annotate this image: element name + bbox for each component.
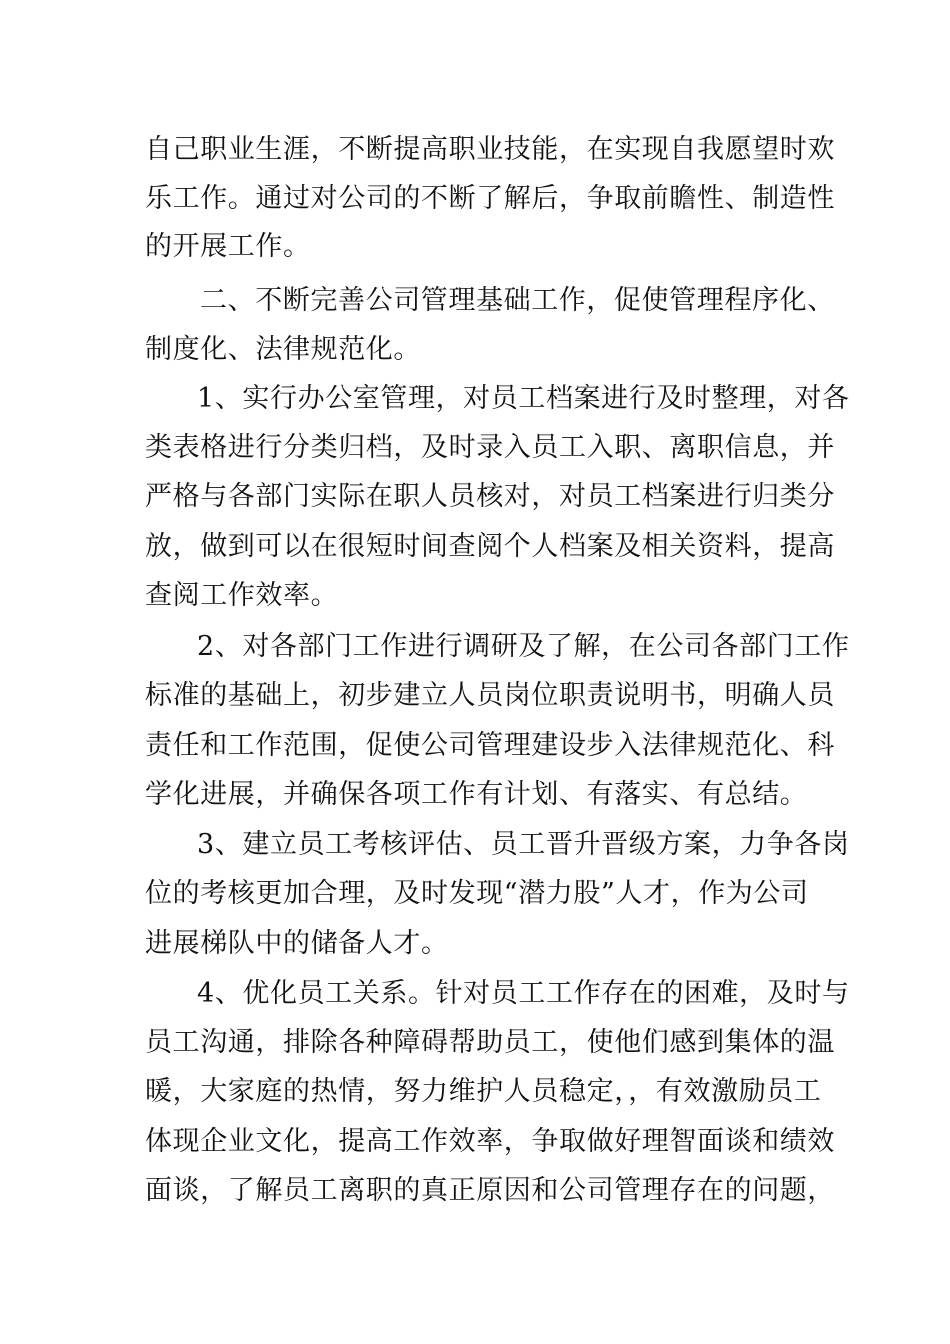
item-2-line-1: 2、对各部门工作进行调研及了解，在公司各部门工作: [197, 631, 850, 662]
text-line-1: 自己职业生涯，不断提高职业技能，在实现自我愿望时欢: [145, 134, 835, 165]
item-1-line-3: 严格与各部门实际在职人员核对，对员工档案进行归类分: [145, 481, 835, 512]
item-2-line-2: 标准的基础上，初步建立人员岗位职责说明书，明确人员: [145, 680, 835, 711]
section-heading-2-cont: 制度化、法律规范化。: [145, 334, 421, 365]
item-4-line-4: 体现企业文化，提高工作效率，争取做好理智面谈和绩效: [145, 1126, 835, 1157]
item-4-line-2: 员工沟通，排除各种障碍帮助员工，使他们感到集体的温: [145, 1027, 835, 1058]
item-1-line-4: 放，做到可以在很短时间查阅个人档案及相关资料，提高: [145, 531, 835, 562]
item-1-line-2: 类表格进行分类归档，及时录入员工入职、离职信息，并: [145, 432, 835, 463]
text-line-3: 的开展工作。: [145, 231, 311, 262]
item-3-line-1: 3、建立员工考核评估、员工晋升晋级方案，力争各岗: [197, 829, 850, 860]
section-heading-2: 二、不断完善公司管理基础工作，促使管理程序化、: [200, 285, 835, 316]
item-1-line-1: 1、实行办公室管理，对员工档案进行及时整理，对各: [197, 383, 850, 414]
text-line-2: 乐工作。通过对公司的不断了解后，争取前瞻性、制造性: [145, 183, 835, 214]
item-2-line-4: 学化进展，并确保各项工作有计划、有落实、有总结。: [145, 779, 808, 810]
item-1-line-5: 查阅工作效率。: [145, 580, 339, 611]
item-4-line-3: 暖，大家庭的热情，努力维护人员稳定，，有效激励员工: [145, 1076, 822, 1107]
item-3-line-3: 进展梯队中的储备人才。: [145, 928, 449, 959]
item-2-line-3: 责任和工作范围，促使公司管理建设步入法律规范化、科: [145, 730, 835, 761]
item-3-line-2: 位的考核更加合理，及时发现“潜力股”人才，作为公司: [145, 878, 809, 909]
item-4-line-5: 面谈，了解员工离职的真正原因和公司管理存在的问题，: [145, 1175, 835, 1206]
item-4-line-1: 4、优化员工关系。针对员工工作存在的困难，及时与: [197, 978, 850, 1009]
